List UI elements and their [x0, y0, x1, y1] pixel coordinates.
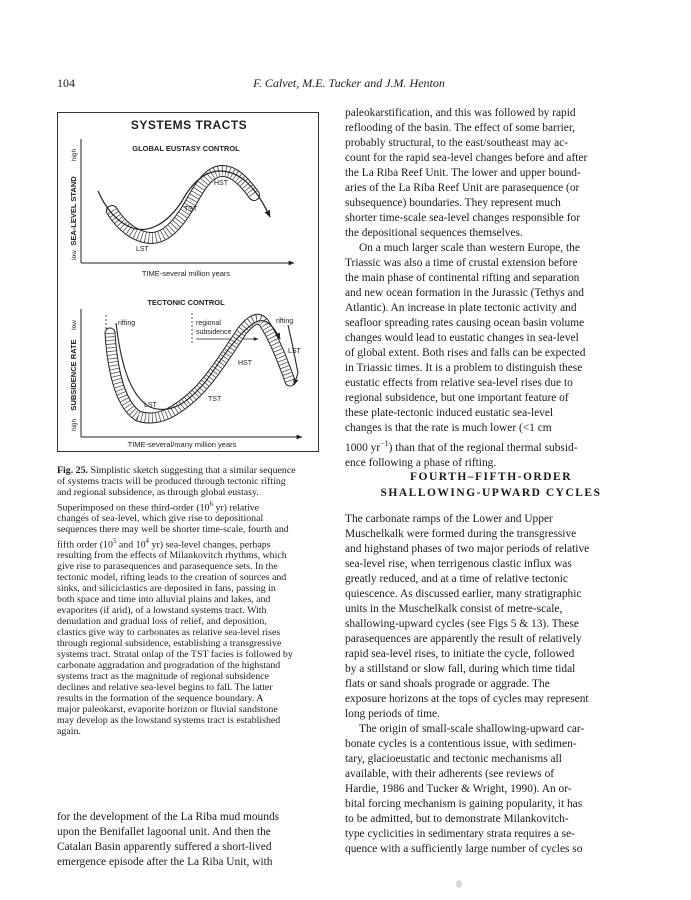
regional-label: regional: [196, 320, 221, 327]
bottom-y-axis-label: SUBSIDENCE RATE: [69, 339, 78, 411]
bottom-label-tst: TST: [208, 396, 222, 403]
top-x-axis-label: TIME-several million years: [141, 269, 231, 278]
running-header: [57, 76, 641, 92]
rifting-left-label: rifting: [118, 320, 136, 327]
top-subtitle: GLOBAL EUSTASY CONTROL: [132, 144, 240, 153]
section-heading: FOURTH–FIFTH-ORDER SHALLOWING-UPWARD CYCLES: [380, 471, 602, 499]
caption-label: Fig. 25.: [57, 465, 88, 476]
eustasy-curve: [98, 171, 270, 238]
top-label-lst: LST: [136, 246, 149, 253]
figure-title: SYSTEMS TRACTS: [130, 118, 248, 132]
top-label-hst: HST: [214, 180, 228, 187]
subsidence-label: subsidence: [196, 329, 232, 336]
bottom-y-high: high: [71, 418, 78, 432]
bottom-label-hst: HST: [238, 360, 252, 367]
figure-caption: Fig. 25. Simplistic sketch suggesting that a similar sequence of systems tracts will be produced through tectonic rifting and regional subsidence, as through global eustasy. Superimposed on these third-order ($10^6$ yr) relative changes of sea-level, which give rise to depositional sequences there may well be shorter time-scale, fourth and fifth order ($10^5$ and $10^4$ yr) sea-level changes, perhaps resulting from the effects of Milankovitch rhythms, which give rise to parasequences and parasequence sets. In the tectonic model, rifting leads to the creation of sources and sinks, and siliciclastics are deposited in fans, passing in both space and time into alluvial plains and lakes, and evaporites (if arid), of a lowstand systems tract. With denudation and gradual loss of relief, and deposition, clastics give way to carbonates as relative sea-level rises through regional subsidence, establishing a transgressive systems tract. Stratal onlap of the TST facies is followed by carbonate aggradation and progradation of the highstand systems tract as the magnitude of regional subsidence declines and relative sea-level begins to fall. The latter results in the formation of the sequence boundary. A major paleokarst, evaporite horizon or fluvial sandstone may develop as the lowstand systems tract is established again.: [57, 465, 296, 737]
scan-artifact: [456, 880, 462, 888]
running-authors: F. Calvet, M.E. Tucker and J.M. Henton: [253, 76, 445, 90]
rifting-right-label: rifting: [276, 318, 294, 325]
bottom-label-lst-right: LST: [288, 348, 301, 355]
top-y-axis-label: SEA-LEVEL STAND: [69, 176, 78, 246]
bottom-y-low: low: [71, 320, 78, 330]
systems-tracts-diagram: [58, 113, 320, 453]
top-y-high: high: [71, 148, 78, 162]
right-body-text-bottom: The carbonate ramps of the Lower and Upper Muschelkalk were formed during the transgressive and highstand phases of two major periods of relative sea-level rise, when terrigenous clastic influx was greatly reduced, and at a time of relative tectonic quiescence. As discussed earlier, many stratigraphic units in the Muschelkalk consist of metre-scale, shallowing-upward cycles (see Figs 5 & 13). These parasequences are apparently the result of relatively rapid sea-level rises, to initiate the cycle, followed by a stillstand or slow fall, during which time tidal flats or sand shoals prograde or aggrade. The exposure horizons at the tops of cycles may represent long periods of time. The origin of small-scale shallowing-upward car- bonate cycles is a contentious issue, with sedimen- tary, glacioeustatic and tectonic mechanisms all available, with their adherents (see reviews of Hardie, 1986 and Tucker & Wright, 1990). An or- bital forcing mechanism is gaining popularity, it has to be admitted, but to demonstrate Milankovitch- type cyclicities in sedimentary strata requires a se- quence with a sufficiently large number of cycles so: [345, 513, 590, 855]
bottom-label-lst: LST: [144, 402, 157, 409]
left-body-text: for the development of the La Riba mud mounds upon the Benifallet lagoonal unit. And then the Catalan Basin apparently suffered a short-lived emergence episode after the La Riba Unit, with: [57, 811, 280, 868]
right-body-text-top: paleokarstification, and this was followed by rapid reflooding of the basin. The effect of some barrier, probably structural, to the east/southeast may ac- count for the rapid sea-level changes before and after the La Riba Reef Unit. The lower and upper bound- aries of the La Riba Reef Unit are parasequence (or subsequence) boundaries. They represent much shorter time-scale sea-level changes responsible for the depositional sequences themselves. On a much larger scale than western Europe, the Triassic was also a time of crustal extension before the main phase of continental rifting and separation and new ocean formation in the Jurassic (Tethys and Atlantic). An increase in plate tectonic activity and seafloor spreading rates causing ocean basin volume changes would lead to eustatic changes in sea-level of global extent. Both rises and falls can be expected in Triassic times. It is a problem to distinguish these eustatic effects from relative sea-level rises due to regional subsidence, but one important feature of these plate-tectonic induced eustatic sea-level changes is that the rate is much lower (<1 cm 1000 $yr^{-1}$) than that of the regional thermal subsid- ence following a phase of rifting.: [345, 107, 588, 469]
top-y-low: low: [71, 250, 78, 260]
bottom-subtitle: TECTONIC CONTROL: [147, 298, 225, 307]
page-number: 104: [57, 76, 75, 90]
bottom-x-axis-label: TIME-several/many million years: [127, 440, 237, 449]
figure-systems-tracts: [57, 112, 319, 452]
top-label-tst: TST: [184, 206, 198, 213]
